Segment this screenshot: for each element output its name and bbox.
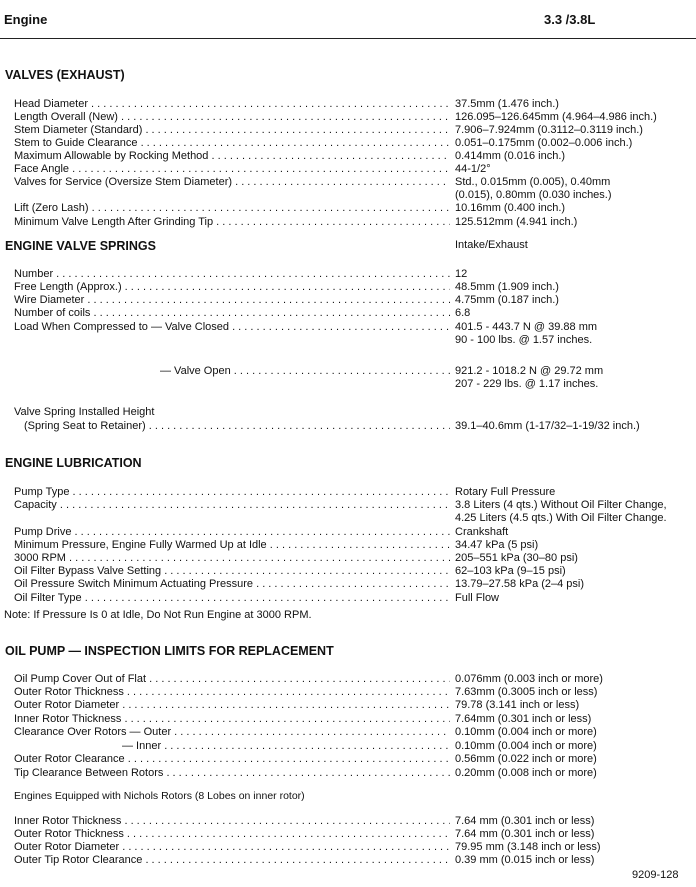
spec-row	[14, 176, 694, 189]
spec-row	[14, 552, 694, 565]
spec-row	[14, 726, 694, 739]
spec-label: Outer Rotor Thickness . . .	[14, 828, 450, 841]
spec-value: 44-1/2°	[455, 163, 491, 175]
spec-row	[14, 150, 694, 163]
spec-value: 921.2 - 1018.2 N @ 29.72 mm	[455, 365, 604, 377]
spec-row	[14, 420, 694, 433]
spec-value: 13.79–27.58 kPa (2–4 psi)	[455, 578, 585, 590]
spec-value: 401.5 - 443.7 N @ 39.88 mm	[455, 321, 598, 333]
valve-springs-column-heading: Intake/Exhaust	[455, 239, 528, 251]
spec-value-continued: 90 - 100 lbs. @ 1.57 inches.	[455, 334, 593, 346]
spec-value: 125.512mm (4.941 inch.)	[455, 216, 578, 228]
spec-label: — Inner . . .	[122, 740, 450, 753]
spec-label: Outer Rotor Clearance . . .	[14, 753, 450, 766]
spec-label: Number of coils . . .	[14, 307, 450, 320]
spec-row	[14, 216, 694, 229]
section-title-oil-pump: OIL PUMP — INSPECTION LIMITS FOR REPLACEMENT	[5, 644, 334, 658]
spec-row	[14, 578, 694, 591]
section-title-valves-exhaust: VALVES (EXHAUST)	[5, 68, 125, 82]
spec-value-continued: (0.015), 0.80mm (0.030 inches.)	[455, 189, 612, 201]
spec-value: 0.414mm (0.016 inch.)	[455, 150, 566, 162]
spec-row	[14, 713, 694, 726]
spec-value: 7.64 mm (0.301 inch or less)	[455, 815, 595, 827]
spec-label: Load When Compressed to — Valve Closed . . .	[14, 321, 450, 334]
spec-value: 0.10mm (0.004 inch or more)	[455, 740, 597, 752]
spec-row	[14, 281, 694, 294]
spec-row	[14, 499, 694, 512]
spec-label: Valves for Service (Oversize Stem Diameter) . . .	[14, 176, 450, 189]
spec-value: 0.56mm (0.022 inch or more)	[455, 753, 597, 765]
spec-row	[14, 592, 694, 605]
spec-label: Outer Rotor Thickness . . .	[14, 686, 450, 699]
spec-value: 0.076mm (0.003 inch or more)	[455, 673, 603, 685]
spec-value: 62–103 kPa (9–15 psi)	[455, 565, 566, 577]
spec-label: Free Length (Approx.) . . .	[14, 281, 450, 294]
spec-row	[14, 163, 694, 176]
spec-label: Oil Filter Type . . .	[14, 592, 450, 605]
spec-row	[14, 307, 694, 320]
spec-label: Head Diameter . . .	[14, 98, 450, 111]
spec-row	[14, 98, 694, 111]
spec-value: 0.20mm (0.008 inch or more)	[455, 767, 597, 779]
spec-row	[14, 841, 694, 854]
spec-value: 205–551 kPa (30–80 psi)	[455, 552, 578, 564]
spec-label: Oil Filter Bypass Valve Setting . . .	[14, 565, 450, 578]
spec-label: Tip Clearance Between Rotors . . .	[14, 767, 450, 780]
spec-row	[14, 673, 694, 686]
spec-label: Oil Pressure Switch Minimum Actuating Pressure . . .	[14, 578, 450, 591]
spec-value: 3.8 Liters (4 qts.) Without Oil Filter Change,	[455, 499, 667, 511]
spec-row	[14, 686, 694, 699]
spec-label: Lift (Zero Lash) . . .	[14, 202, 450, 215]
spec-row	[14, 202, 694, 215]
spec-label: Outer Rotor Diameter . . .	[14, 699, 450, 712]
spec-label: Length Overall (New) . . .	[14, 111, 450, 124]
spec-value: 126.095–126.645mm (4.964–4.986 inch.)	[455, 111, 657, 123]
spec-value: Full Flow	[455, 592, 500, 604]
spec-label: Face Angle . . .	[14, 163, 450, 176]
spec-row	[14, 111, 694, 124]
spec-label: Stem to Guide Clearance . . .	[14, 137, 450, 150]
spec-row	[14, 124, 694, 137]
spec-row	[14, 321, 694, 334]
spec-label: Outer Rotor Diameter . . .	[14, 841, 450, 854]
spec-value: 7.64mm (0.301 inch or less)	[455, 713, 592, 725]
spec-label: Minimum Valve Length After Grinding Tip . . .	[14, 216, 450, 229]
spec-label: Wire Diameter . . .	[14, 294, 450, 307]
spec-value: 39.1–40.6mm (1-17/32–1-19/32 inch.)	[455, 420, 640, 432]
header-left-title: Engine	[4, 12, 48, 27]
spec-label: Pump Type . . .	[14, 486, 450, 499]
spec-label: Capacity . . .	[14, 499, 450, 512]
installed-height-label: Valve Spring Installed Height	[14, 406, 155, 418]
spec-row	[14, 486, 694, 499]
spec-row	[14, 294, 694, 307]
spec-value: 12	[455, 268, 468, 280]
spec-label: Clearance Over Rotors — Outer . . .	[14, 726, 450, 739]
spec-value: 7.63mm (0.3005 inch or less)	[455, 686, 598, 698]
spec-value: 10.16mm (0.400 inch.)	[455, 202, 566, 214]
spec-row	[14, 699, 694, 712]
spec-label: Outer Tip Rotor Clearance . . .	[14, 854, 450, 867]
spec-row	[14, 767, 694, 780]
spec-value: 37.5mm (1.476 inch.)	[455, 98, 559, 110]
spec-label: 3000 RPM . . .	[14, 552, 450, 565]
spec-row	[14, 137, 694, 150]
spec-value: 7.906–7.924mm (0.3112–0.3119 inch.)	[455, 124, 643, 136]
lubrication-note: Note: If Pressure Is 0 at Idle, Do Not Run Engine at 3000 RPM.	[4, 609, 312, 621]
spec-row	[14, 365, 694, 378]
nichols-rotors-heading: Engines Equipped with Nichols Rotors (8 Lobes on inner rotor)	[14, 790, 305, 802]
spec-label: Minimum Pressure, Engine Fully Warmed Up at Idle . . .	[14, 539, 450, 552]
section-title-valve-springs: ENGINE VALVE SPRINGS	[5, 239, 156, 253]
page-code: 9209-128	[632, 869, 679, 881]
spec-label: Number . . .	[14, 268, 450, 281]
page-header	[0, 0, 696, 39]
spec-value: Std., 0.015mm (0.005), 0.40mm	[455, 176, 611, 188]
spec-row	[14, 268, 694, 281]
spec-row	[14, 539, 694, 552]
spec-value: Crankshaft	[455, 526, 509, 538]
spec-row	[14, 828, 694, 841]
spec-row	[14, 565, 694, 578]
spec-value: Rotary Full Pressure	[455, 486, 556, 498]
spec-label: Pump Drive . . .	[14, 526, 450, 539]
spec-row	[14, 815, 694, 828]
spec-label: Oil Pump Cover Out of Flat . . .	[14, 673, 450, 686]
spec-value: 7.64 mm (0.301 inch or less)	[455, 828, 595, 840]
spec-label: Inner Rotor Thickness . . .	[14, 713, 450, 726]
spec-label: (Spring Seat to Retainer) . . .	[24, 420, 450, 433]
spec-row	[14, 526, 694, 539]
spec-value: 48.5mm (1.909 inch.)	[455, 281, 559, 293]
spec-row	[14, 753, 694, 766]
spec-value: 0.39 mm (0.015 inch or less)	[455, 854, 595, 866]
spec-value: 6.8	[455, 307, 471, 319]
spec-value-continued: 4.25 Liters (4.5 qts.) With Oil Filter Change.	[455, 512, 667, 524]
section-title-lubrication: ENGINE LUBRICATION	[5, 456, 142, 470]
spec-label: Maximum Allowable by Rocking Method . . .	[14, 150, 450, 163]
spec-row	[14, 854, 694, 867]
spec-value: 4.75mm (0.187 inch.)	[455, 294, 559, 306]
spec-value: 0.051–0.175mm (0.002–0.006 inch.)	[455, 137, 633, 149]
spec-value-continued: 207 - 229 lbs. @ 1.17 inches.	[455, 378, 599, 390]
spec-value: 79.78 (3.141 inch or less)	[455, 699, 580, 711]
spec-value: 0.10mm (0.004 inch or more)	[455, 726, 597, 738]
spec-value: 79.95 mm (3.148 inch or less)	[455, 841, 601, 853]
spec-row	[14, 740, 694, 753]
spec-label: Inner Rotor Thickness . . .	[14, 815, 450, 828]
spec-value: 34.47 kPa (5 psi)	[455, 539, 539, 551]
spec-label: — Valve Open . . .	[160, 365, 450, 378]
spec-label: Stem Diameter (Standard) . . .	[14, 124, 450, 137]
header-engine-size: 3.3 /3.8L	[544, 12, 596, 27]
